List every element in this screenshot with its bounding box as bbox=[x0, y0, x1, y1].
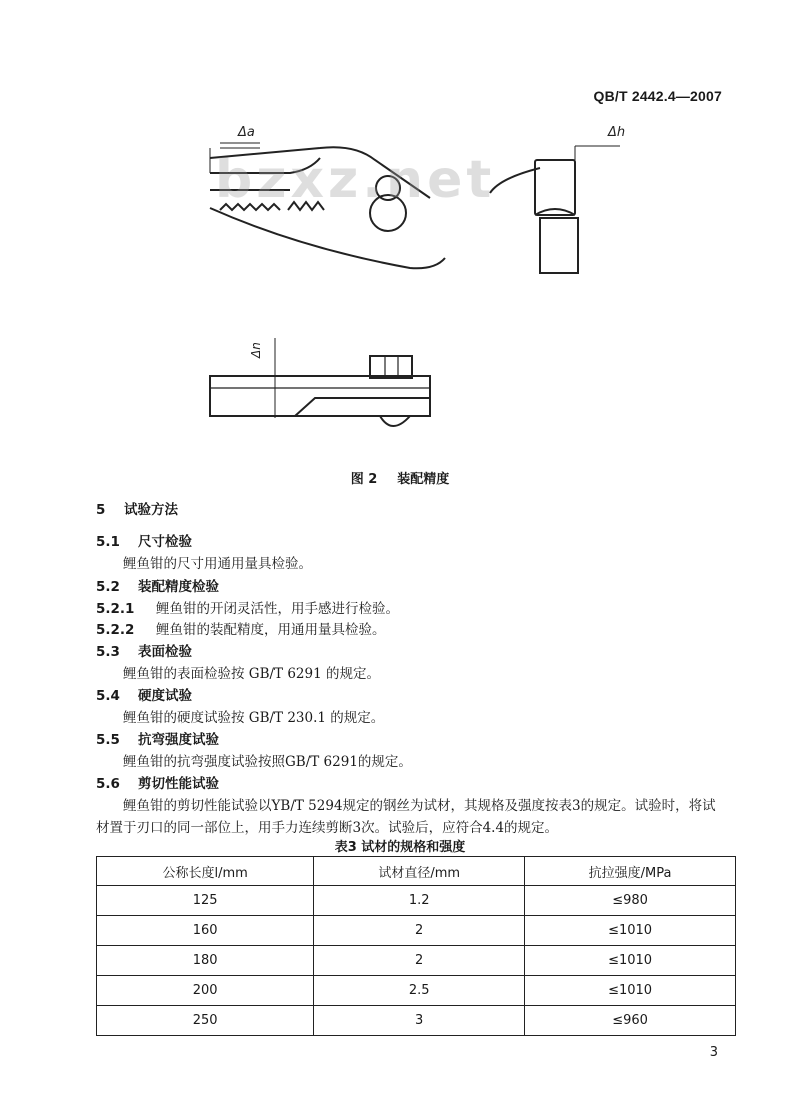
table-3 bbox=[96, 856, 736, 1036]
text-5-6-line2: 材置于刃口的同一部位上，用手力连续剪断3次。试验后，应符合4.4的规定。 bbox=[96, 820, 559, 836]
watermark: bzxz.net bbox=[215, 150, 496, 210]
table-cell: 180 bbox=[97, 946, 314, 976]
table-cell: 125 bbox=[97, 886, 314, 916]
table-header-row bbox=[97, 857, 736, 886]
page-number: 3 bbox=[709, 1045, 718, 1060]
table-cell: 2 bbox=[314, 916, 525, 946]
table-cell: 2.5 bbox=[314, 976, 525, 1006]
side-view-nut bbox=[370, 356, 412, 378]
delta-h-block-lower bbox=[540, 218, 578, 273]
text-5-5: 鲤鱼钳的抗弯强度试验按照GB/T 6291的规定。 bbox=[123, 754, 412, 770]
table-cell: ≤1010 bbox=[525, 916, 736, 946]
table-cell: ≤1010 bbox=[525, 976, 736, 1006]
table-row bbox=[97, 976, 736, 1006]
text-5-3: 鲤鱼钳的表面检验按 GB/T 6291 的规定。 bbox=[123, 666, 380, 682]
table-cell: 160 bbox=[97, 916, 314, 946]
figure-caption bbox=[0, 468, 800, 487]
table-cell: 1.2 bbox=[314, 886, 525, 916]
heading-5-2: 5.2 装配精度检验 bbox=[96, 579, 219, 595]
table-cell: 250 bbox=[97, 1006, 314, 1036]
delta-n-label: Δn bbox=[249, 342, 263, 358]
table-cell: 200 bbox=[97, 976, 314, 1006]
figure-caption-text: 装配精度 bbox=[397, 472, 450, 487]
table-cell: 2 bbox=[314, 946, 525, 976]
heading-5-4: 5.4 硬度试验 bbox=[96, 688, 192, 704]
column-header: 试材直径/mm bbox=[314, 857, 525, 886]
table-cell: ≤980 bbox=[525, 886, 736, 916]
lower-jaw-outline bbox=[210, 208, 445, 268]
figure-caption-number: 图 2 bbox=[350, 472, 378, 487]
standard-number: QB/T 2442.4—2007 bbox=[593, 88, 722, 104]
table-row bbox=[97, 916, 736, 946]
item-5-2-2: 5.2.2 鲤鱼钳的装配精度，用通用量具检验。 bbox=[96, 622, 386, 638]
delta-h-label: Δh bbox=[608, 125, 626, 140]
table-cell: ≤1010 bbox=[525, 946, 736, 976]
table-3-title: 表3 试材的规格和强度 bbox=[334, 840, 466, 855]
text-5-1: 鲤鱼钳的尺寸用通用量具检验。 bbox=[123, 556, 312, 572]
item-5-2-1: 5.2.1 鲤鱼钳的开闭灵活性，用手感进行检验。 bbox=[96, 601, 399, 617]
table-row bbox=[97, 886, 736, 916]
delta-h-block-upper bbox=[535, 160, 575, 215]
heading-5-3: 5.3 表面检验 bbox=[96, 644, 192, 660]
heading-5-6: 5.6 剪切性能试验 bbox=[96, 776, 219, 792]
section-5-heading bbox=[96, 498, 178, 518]
column-header: 公称长度l/mm bbox=[97, 857, 314, 886]
text-5-6-line1: 鲤鱼钳的剪切性能试验以YB/T 5294规定的钢丝为试材，其规格及强度按表3的规定。试验时，将试 bbox=[123, 798, 716, 814]
heading-5-1: 5.1 尺寸检验 bbox=[96, 534, 192, 550]
table-row bbox=[97, 946, 736, 976]
column-header: 抗拉强度/MPa bbox=[525, 857, 736, 886]
side-view-body bbox=[210, 376, 430, 416]
section-title: 试验方法 bbox=[124, 502, 178, 518]
delta-a-label: Δa bbox=[238, 125, 255, 140]
table-row bbox=[97, 1006, 736, 1036]
heading-5-5: 5.5 抗弯强度试验 bbox=[96, 732, 219, 748]
table-cell: 3 bbox=[314, 1006, 525, 1036]
text-5-4: 鲤鱼钳的硬度试验按 GB/T 230.1 的规定。 bbox=[123, 710, 385, 726]
section-number: 5 bbox=[96, 502, 106, 518]
table-cell: ≤960 bbox=[525, 1006, 736, 1036]
